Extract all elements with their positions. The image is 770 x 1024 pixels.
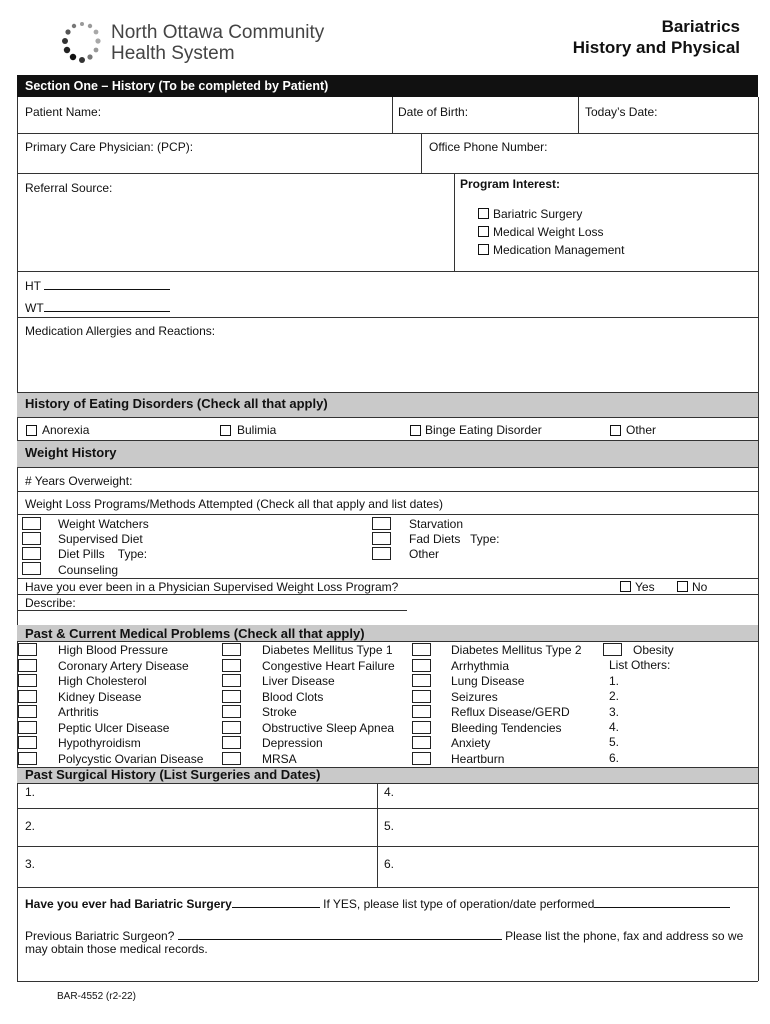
medical-condition-checkbox[interactable]: [18, 705, 37, 718]
previous-surgeon-question: [25, 928, 743, 943]
medical-condition-checkbox[interactable]: [412, 643, 431, 656]
physician-program-no-checkbox[interactable]: [677, 581, 688, 592]
others-6[interactable]: 6.: [609, 751, 620, 765]
medical-condition-label: Anxiety: [451, 736, 491, 750]
obesity-label: Obesity: [633, 643, 674, 657]
weight-history-title: Weight History: [25, 445, 117, 460]
section-one-title: Section One – History (To be completed by Patient): [25, 79, 329, 93]
medical-condition-checkbox[interactable]: [412, 659, 431, 672]
bulimia-label: Bulimia: [237, 423, 277, 437]
list-others-label: List Others:: [609, 658, 671, 672]
medical-condition-label: Heartburn: [451, 752, 505, 766]
medical-condition-label: Arthritis: [58, 705, 99, 719]
medical-condition-checkbox[interactable]: [222, 721, 241, 734]
operation-date-input[interactable]: [594, 896, 730, 908]
surgery-5[interactable]: 5.: [384, 819, 395, 833]
starvation-label: Starvation: [409, 517, 464, 531]
diet-pills-checkbox[interactable]: [22, 547, 41, 560]
medical-condition-checkbox[interactable]: [18, 674, 37, 687]
form-title-line2: History and Physical: [572, 38, 740, 57]
form-code: BAR-4552 (r2-22): [57, 991, 136, 1002]
medical-condition-checkbox[interactable]: [412, 705, 431, 718]
medical-weight-loss-checkbox[interactable]: [478, 226, 489, 237]
medical-condition-label: Hypothyroidism: [58, 736, 141, 750]
bariatric-answer-input[interactable]: [232, 896, 320, 908]
height-text: HT: [25, 279, 41, 293]
medication-management-checkbox[interactable]: [478, 244, 489, 255]
medical-condition-label: Bleeding Tendencies: [451, 721, 562, 735]
weight-label: [25, 300, 170, 315]
medical-condition-label: Liver Disease: [262, 674, 335, 688]
medical-condition-label: Diabetes Mellitus Type 1: [262, 643, 393, 657]
medical-condition-checkbox[interactable]: [412, 752, 431, 765]
other-method-label: Other: [409, 547, 440, 561]
previous-surgeon-input[interactable]: [178, 928, 502, 940]
others-3[interactable]: 3.: [609, 705, 620, 719]
fad-diets-label: Fad Diets Type:: [409, 532, 500, 546]
medical-condition-checkbox[interactable]: [412, 721, 431, 734]
medical-condition-checkbox[interactable]: [222, 659, 241, 672]
previous-surgeon-text: Previous Bariatric Surgeon?: [25, 929, 175, 943]
anorexia-checkbox[interactable]: [26, 425, 37, 436]
if-yes-text: If YES, please list type of operation/date performed: [323, 897, 595, 911]
medical-condition-checkbox[interactable]: [18, 690, 37, 703]
other-disorder-checkbox[interactable]: [610, 425, 621, 436]
medical-condition-label: Reflux Disease/GERD: [451, 705, 570, 719]
surgical-history-title: Past Surgical History (List Surgeries and Dates): [25, 767, 321, 782]
binge-eating-checkbox[interactable]: [410, 425, 421, 436]
medical-condition-label: Kidney Disease: [58, 690, 142, 704]
programs-attempted-label: Weight Loss Programs/Methods Attempted (Check all that apply and list dates): [25, 497, 443, 511]
physician-program-no-label: No: [692, 580, 708, 594]
weight-history-header: [17, 440, 758, 468]
anorexia-label: Anorexia: [42, 423, 90, 437]
medical-condition-checkbox[interactable]: [18, 752, 37, 765]
other-disorder-label: Other: [626, 423, 657, 437]
height-input[interactable]: [44, 278, 170, 290]
physician-program-yes-checkbox[interactable]: [620, 581, 631, 592]
weight-watchers-checkbox[interactable]: [22, 517, 41, 530]
medical-condition-checkbox[interactable]: [412, 690, 431, 703]
referral-source-label: Referral Source:: [25, 181, 113, 195]
surgery-4[interactable]: 4.: [384, 785, 395, 799]
patient-name-label: Patient Name:: [25, 105, 102, 119]
counseling-label: Counseling: [58, 563, 119, 577]
starvation-checkbox[interactable]: [372, 517, 391, 530]
organization-name-line1: North Ottawa Community: [111, 22, 325, 43]
describe-label: Describe:: [25, 596, 76, 610]
medical-condition-checkbox[interactable]: [222, 752, 241, 765]
section-one-header: [17, 75, 758, 97]
medical-condition-label: Peptic Ulcer Disease: [58, 721, 170, 735]
others-4[interactable]: 4.: [609, 720, 620, 734]
medical-condition-label: High Blood Pressure: [58, 643, 169, 657]
medical-condition-label: Seizures: [451, 690, 498, 704]
medical-condition-label: Stroke: [262, 705, 297, 719]
medical-condition-label: MRSA: [262, 752, 297, 766]
medical-condition-label: Depression: [262, 736, 323, 750]
fad-diets-checkbox[interactable]: [372, 532, 391, 545]
form-left-border: [17, 97, 18, 981]
form-right-border: [758, 97, 759, 981]
medical-condition-label: Congestive Heart Failure: [262, 659, 395, 673]
physician-program-question: Have you ever been in a Physician Supervised Weight Loss Program?: [25, 580, 399, 594]
medical-condition-label: Obstructive Sleep Apnea: [262, 721, 395, 735]
form-title-line1: Bariatrics: [661, 17, 740, 36]
medical-weight-loss-label: Medical Weight Loss: [493, 225, 604, 239]
previous-surgeon-tail: Please list the phone, fax and address so we: [505, 929, 744, 943]
eating-disorders-title: History of Eating Disorders (Check all that apply): [25, 396, 328, 411]
others-5[interactable]: 5.: [609, 735, 620, 749]
bariatric-surgery-label: Bariatric Surgery: [493, 207, 583, 221]
bariatric-surgery-question: [25, 896, 730, 911]
medical-condition-label: Coronary Artery Disease: [58, 659, 189, 673]
other-method-checkbox[interactable]: [372, 547, 391, 560]
medical-condition-checkbox[interactable]: [412, 674, 431, 687]
medical-condition-label: High Cholesterol: [58, 674, 147, 688]
bariatric-question-text: Have you ever had Bariatric Surgery: [25, 897, 232, 911]
bariatric-surgery-checkbox[interactable]: [478, 208, 489, 219]
binge-eating-label: Binge Eating Disorder: [425, 423, 542, 437]
weight-watchers-label: Weight Watchers: [58, 517, 149, 531]
medical-condition-checkbox[interactable]: [222, 643, 241, 656]
todays-date-label: Today’s Date:: [585, 105, 658, 119]
surgery-2[interactable]: 2.: [25, 819, 36, 833]
allergies-label: Medication Allergies and Reactions:: [25, 324, 216, 338]
medical-condition-checkbox[interactable]: [18, 736, 37, 749]
counseling-checkbox[interactable]: [22, 562, 41, 575]
supervised-diet-checkbox[interactable]: [22, 532, 41, 545]
previous-surgeon-line2: may obtain those medical records.: [25, 942, 208, 956]
date-of-birth-label: Date of Birth:: [398, 105, 469, 119]
program-interest-title: Program Interest:: [460, 177, 561, 191]
medical-condition-checkbox[interactable]: [412, 736, 431, 749]
organization-logo: [60, 20, 104, 64]
supervised-diet-label: Supervised Diet: [58, 532, 143, 546]
medical-condition-label: Blood Clots: [262, 690, 324, 704]
medical-condition-label: Diabetes Mellitus Type 2: [451, 643, 582, 657]
years-overweight-label: # Years Overweight:: [25, 474, 133, 488]
medical-condition-checkbox[interactable]: [222, 705, 241, 718]
diet-pills-label: Diet Pills Type:: [58, 547, 148, 561]
weight-input[interactable]: [44, 300, 170, 312]
bulimia-checkbox[interactable]: [220, 425, 231, 436]
weight-text: WT: [25, 301, 44, 315]
surgery-1[interactable]: 1.: [25, 785, 36, 799]
medical-condition-label: Arrhythmia: [451, 659, 510, 673]
physician-program-yes-label: Yes: [635, 580, 655, 594]
medical-problems-title: Past & Current Medical Problems (Check all that apply): [25, 626, 365, 641]
others-2[interactable]: 2.: [609, 689, 620, 703]
surgery-3[interactable]: 3.: [25, 857, 36, 871]
surgery-6[interactable]: 6.: [384, 857, 395, 871]
medical-condition-checkbox[interactable]: [18, 659, 37, 672]
obesity-checkbox[interactable]: [603, 643, 622, 656]
others-1[interactable]: 1.: [609, 674, 620, 688]
medical-condition-checkbox[interactable]: [222, 674, 241, 687]
pcp-label: Primary Care Physician: (PCP):: [25, 140, 194, 154]
medication-management-label: Medication Management: [493, 243, 625, 257]
medical-condition-label: Lung Disease: [451, 674, 525, 688]
office-phone-label: Office Phone Number:: [429, 140, 548, 154]
medical-condition-label: Polycystic Ovarian Disease: [58, 752, 204, 766]
height-label: [25, 278, 170, 293]
medical-condition-checkbox[interactable]: [18, 643, 37, 656]
medical-condition-checkbox[interactable]: [222, 736, 241, 749]
organization-name-line2: Health System: [111, 43, 235, 64]
medical-condition-checkbox[interactable]: [222, 690, 241, 703]
medical-condition-checkbox[interactable]: [18, 721, 37, 734]
